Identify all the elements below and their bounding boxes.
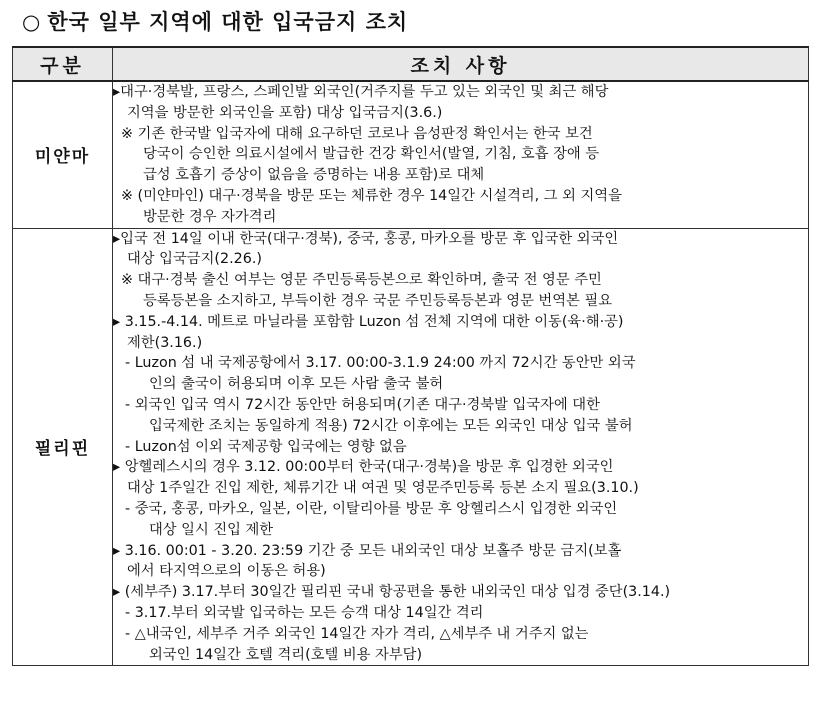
header-measures: 조치 사항	[113, 47, 809, 81]
content-line: 입국제한 조치는 동일하게 적용) 72시간 이후에는 모든 외국인 대상 입국 불허	[149, 417, 633, 434]
content-line: - 3.17.부터 외국발 입국하는 모든 승객 대상 14일간 격리	[125, 604, 484, 621]
content-line: ※ 기존 한국발 입국자에 대해 요구하던 코로나 음성판정 확인서는 한국 보건	[121, 125, 593, 142]
content-line: 급성 호흡기 증상이 없음을 증명하는 내용 포함)로 대체	[143, 167, 485, 184]
content-line: - △내국인, 세부주 거주 외국인 14일간 자가 격리, △세부주 내 거주지 없는	[125, 625, 589, 642]
content-line: 당국이 승인한 의료시설에서 발급한 건강 확인서(발열, 기침, 호흡 장애 등	[143, 146, 600, 163]
content-line: 대상 1주일간 진입 제한, 체류기간 내 여권 및 영문주민등록 등본 소지 필요(3.10.)	[127, 480, 639, 497]
content-line: - 외국인 입국 역시 72시간 동안만 허용되며(기존 대구·경북발 입국자에 대한	[125, 396, 600, 413]
content-line: 외국인 14일간 호텔 격리(호텔 비용 자부담)	[149, 646, 423, 663]
row-label: 미얀마	[13, 81, 113, 228]
content-line: - 중국, 홍콩, 마카오, 일본, 이란, 이탈리아를 방문 후 앙헬리스시 입경한 외국인	[125, 500, 618, 517]
content-line: 방문한 경우 자가격리	[143, 208, 277, 225]
content-line: ▸ 3.16. 00:01 - 3.20. 23:59 기간 중 모든 내외국인 대상 보홀주 방문 금지(보홀	[113, 542, 622, 559]
page-title	[22, 6, 408, 36]
content-line: 제한(3.16.)	[127, 334, 203, 351]
content-line: ▸ 3.15.-4.14. 메트로 마닐라를 포함함 Luzon 섬 전체 지역에 대한 이동(육·해·공)	[113, 313, 624, 330]
content-line: 에서 타지역으로의 이동은 허용)	[127, 563, 326, 580]
content-line: - Luzon섬 이외 국제공항 입국에는 영향 없음	[125, 438, 407, 455]
circle-bullet-icon: ○	[22, 10, 42, 34]
header-category: 구분	[13, 47, 113, 81]
content-line: ※ 대구·경북 출신 여부는 영문 주민등록등본으로 확인하며, 출국 전 영문 주민	[121, 272, 602, 289]
row-content	[113, 228, 809, 666]
page-title-text: 한국 일부 지역에 대한 입국금지 조치	[47, 10, 409, 34]
row-label: 필리핀	[13, 228, 113, 666]
table-row-philippines	[13, 228, 809, 666]
content-line: ※ (미얀마인) 대구·경북을 방문 또는 체류한 경우 14일간 시설격리, 그 외 지역을	[121, 187, 622, 204]
table-header-row	[13, 47, 809, 81]
content-line: ▸대구·경북발, 프랑스, 스페인발 외국인(거주지를 두고 있는 외국인 및 최근 해당	[113, 84, 609, 100]
content-line: 인의 출국이 허용되며 이후 모든 사람 출국 불허	[149, 376, 444, 393]
table-row-myanmar	[13, 81, 809, 228]
content-line: ▸ 앙헬레스시의 경우 3.12. 00:00부터 한국(대구·경북)을 방문 후 입경한 외국인	[113, 459, 614, 476]
row-content	[113, 81, 809, 228]
content-line: 대상 입국금지(2.26.)	[127, 251, 262, 268]
measures-table	[12, 46, 809, 666]
content-line: ▸ (세부주) 3.17.부터 30일간 필리핀 국내 항공편을 통한 내외국인 대상 입경 중단(3.14.)	[113, 584, 671, 601]
content-line: - Luzon 섬 내 국제공항에서 3.17. 00:00-3.1.9 24:00 까지 72시간 동안만 외국	[125, 355, 636, 372]
content-line: 대상 일시 진입 제한	[149, 521, 274, 538]
content-line: ▸입국 전 14일 이내 한국(대구·경북), 중국, 홍콩, 마카오를 방문 후 입국한 외국인	[113, 230, 619, 247]
content-line: 등록등본을 소지하고, 부득이한 경우 국문 주민등록등본과 영문 번역본 필요	[143, 292, 613, 309]
content-line: 지역을 방문한 외국인을 포함) 대상 입국금지(3.6.)	[127, 104, 443, 121]
